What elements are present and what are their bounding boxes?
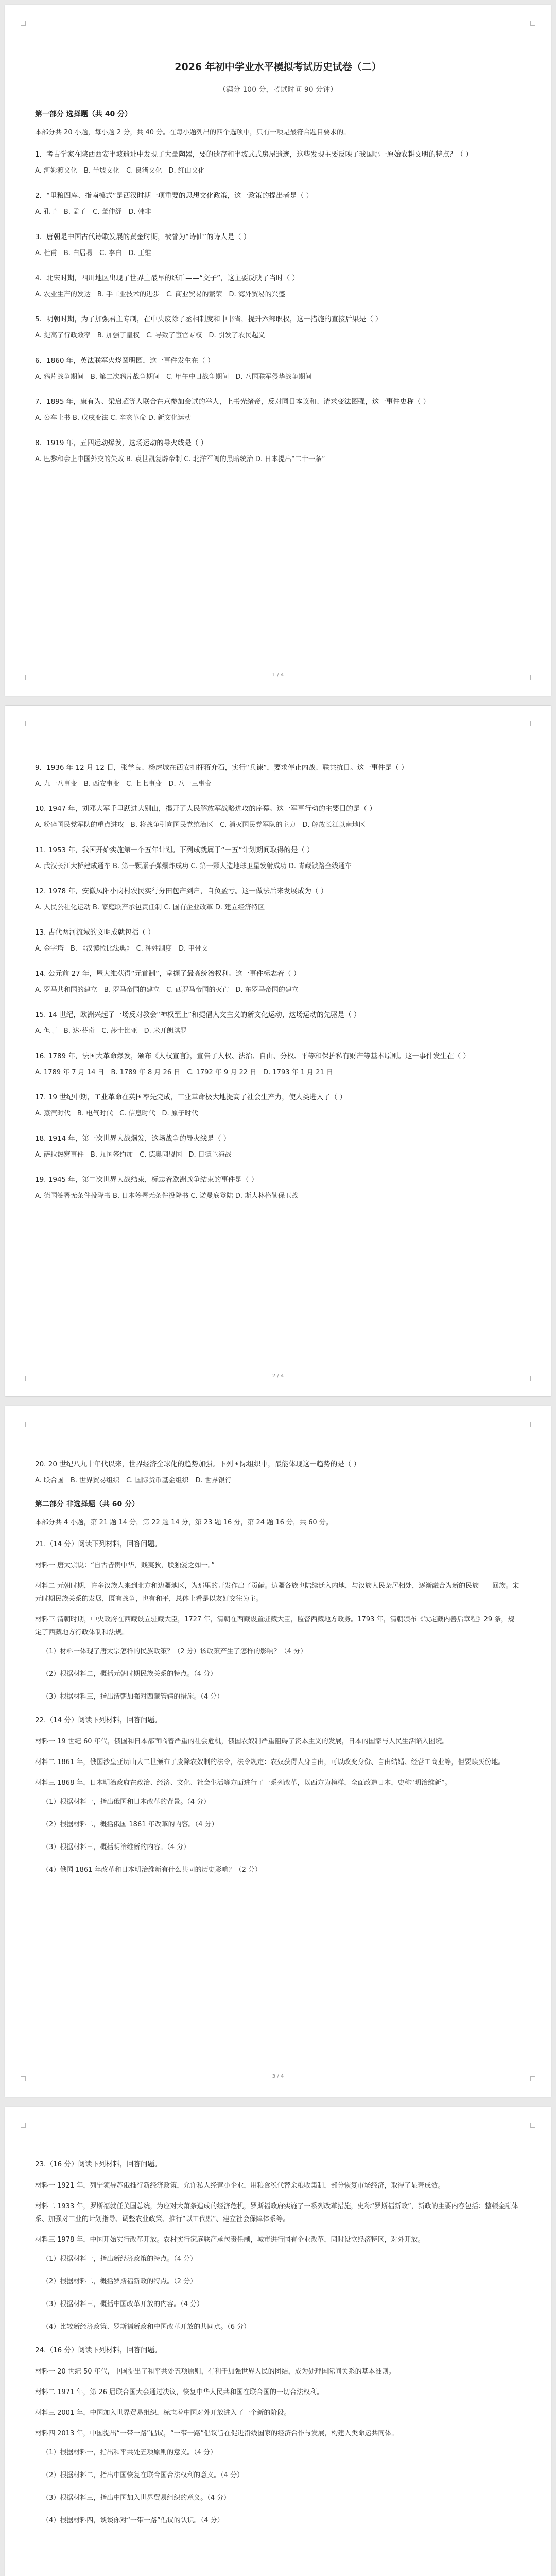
material-text: 材料四 2013 年，中国提出“一带一路”倡议，“一带一路”倡议旨在促进沿线国家的经济合作与发展，构建人类命运共同体。 xyxy=(35,2430,398,2437)
sub-question: （1）根据材料一，指出新经济政策的特点。（4 分） xyxy=(42,2255,197,2263)
question-16: 16. 1789 年，法国大革命爆发，颁布《人权宣言》，宣告了人权、法治、自由、分权、平等和保护私有财产等基本原则。这一事件发生在（ ） xyxy=(35,1052,470,1060)
question-11: 11. 1953 年，我国开始实施第一个五年计划。下列成就属于“一五”计划期间取得的是（ ） xyxy=(35,846,314,854)
crop-mark xyxy=(21,1422,26,1427)
material-text: 材料三 1868 年，日本明治政府在政治、经济、文化、社会生活等方面进行了一系列改革，以西方为榜样，全面改造日本，史称“明治维新”。 xyxy=(35,1779,451,1787)
sub-question: （3）根据材料三，概括明治维新的内容。（4 分） xyxy=(42,1843,190,1851)
question-19: 19. 1945 年，第二次世界大战结束，标志着欧洲战争结束的事件是（ ） xyxy=(35,1176,258,1184)
question-14: 14. 公元前 27 年，屋大维获得“元首制”，掌握了最高统治权利。这一事件标志着（ ） xyxy=(35,970,301,978)
question-22: 22.（14 分）阅读下列材料，回答问题。 xyxy=(35,1716,162,1724)
question-17: 17. 19 世纪中期，工业革命在英国率先完成，工业革命极大地提高了社会生产力，使人类进入了（ ） xyxy=(35,1093,347,1101)
material-text: 材料二 1861 年，俄国沙皇亚历山大二世颁布了废除农奴制的法令，法令规定：农奴获得人身自由，可以改变身份、自由结婚、经营工商业等，但要赎买份地。 xyxy=(35,1758,505,1766)
question-9: 9．1936 年 12 月 12 日，张学良、杨虎城在西安扣押蒋介石，实行“兵谏”，要求停止内战、联共抗日。这一事件是（ ） xyxy=(35,764,408,772)
material-text: 材料三 2001 年，中国加入世界贸易组织，标志着中国对外开放进入了一个新的阶段。 xyxy=(35,2409,291,2417)
question-4: 4．北宋时期，四川地区出现了世界上最早的纸币——“交子”，这主要反映了当时（ ） xyxy=(35,274,299,282)
material-text: 材料一 唐太宗说：“自古皆贵中华，贱夷狄，朕独爱之如一。” xyxy=(35,1562,215,1569)
question-8: 8．1919 年，五四运动爆发，这场运动的导火线是（ ） xyxy=(35,439,208,447)
exam-meta: （满分 100 分，考试时间 90 分钟） xyxy=(218,86,338,94)
sub-question: （4）比较新经济政策、罗斯福新政和中国改革开放的共同点。（6 分） xyxy=(42,2323,251,2331)
crop-mark xyxy=(530,721,535,726)
material-text: 材料一 19 世纪 60 年代，俄国和日本都面临着严重的社会危机，俄国农奴制严重阻碍了资本主义的发展，日本的国家与人民生活陷入困境。 xyxy=(35,1738,449,1745)
question-13: 13. 古代两河流域的文明成就包括（ ） xyxy=(35,928,155,937)
question-4-options: A. 农业生产的发达 B. 手工业技术的进步 C. 商业贸易的繁荣 D. 海外贸易的兴盛 xyxy=(35,291,285,298)
question-15-options: A. 但丁 B. 达·芬奇 C. 莎士比亚 D. 米开朗琪罗 xyxy=(35,1027,187,1035)
material-text: 材料二 1933 年，罗斯福就任美国总统，为应对大萧条造成的经济危机，罗斯福政府实施了一系列改革措施，史称“罗斯福新政”，新政的主要内容包括：整顿金融体系、加强对工业的计划指导、调整农业政策、推行“以工代赈”、建立社会保障体系等。 xyxy=(35,2202,518,2223)
material-text: 材料三 清朝时期，中央政府在西藏设立驻藏大臣，1727 年，清朝在西藏设置驻藏大臣，监督西藏地方政务。1793 年，清朝颁布《钦定藏内善后章程》29 条，规定了西藏地方行政体制和法规。 xyxy=(35,1616,515,1636)
question-20-options: A. 联合国 B. 世界贸易组织 C. 国际货币基金组织 D. 世界银行 xyxy=(35,1477,232,1484)
question-3-options: A. 杜甫 B. 白居易 C. 李白 D. 王维 xyxy=(35,249,151,257)
crop-mark xyxy=(530,2123,535,2128)
question-23: 23.（16 分）阅读下列材料，回答问题。 xyxy=(35,2160,162,2168)
page-number: 1 / 4 xyxy=(272,672,284,678)
question-16-options: A. 1789 年 7 月 14 日 B. 1789 年 8 月 26 日 C. 1792 年 9 月 22 日 D. 1793 年 1 月 21 日 xyxy=(35,1069,333,1076)
material-text: 材料二 元朝时期，许多汉族人来到北方和边疆地区，为那里的开发作出了贡献。边疆各族也陆续迁入内地，与汉族人民杂居相处，逐渐融合为新的民族——回族。宋元时期民族关系的发展，既有战争，也有和平，总体上看是以友好交往为主。 xyxy=(35,1582,519,1603)
question-18: 18. 1914 年，第一次世界大战爆发，这场战争的导火线是（ ） xyxy=(35,1134,231,1143)
sub-question: （3）根据材料三，概括中国改革开放的内容。（4 分） xyxy=(42,2300,204,2308)
sub-question: （2）根据材料二，概括俄国 1861 年改革的内容。（4 分） xyxy=(42,1821,218,1828)
material-text: 材料三 1978 年，中国开始实行改革开放。农村实行家庭联产承包责任制，城市进行国有企业改革，同时设立经济特区，对外开放。 xyxy=(35,2236,425,2244)
sub-question: （1）材料一体现了唐太宗怎样的民族政策？（2 分）该政策产生了怎样的影响？（4 分） xyxy=(42,1648,307,1655)
crop-mark xyxy=(530,21,535,26)
question-6-options: A. 鸦片战争期间 B. 第二次鸦片战争期间 C. 甲午中日战争期间 D. 八国联军侵华战争期间 xyxy=(35,373,312,381)
question-1-options: A. 河姆渡文化 B. 半坡文化 C. 良渚文化 D. 红山文化 xyxy=(35,167,205,175)
question-12-options: A. 人民公社化运动 B. 家庭联产承包责任制 C. 国有企业改革 D. 建立经济特区 xyxy=(35,904,265,911)
crop-mark xyxy=(21,2123,26,2128)
question-17-options: A. 蒸汽时代 B. 电气时代 C. 信息时代 D. 原子时代 xyxy=(35,1110,198,1117)
question-9-options: A. 九一八事变 B. 西安事变 C. 七七事变 D. 八一三事变 xyxy=(35,780,212,788)
question-2-options: A. 孔子 B. 孟子 C. 董仲舒 D. 韩非 xyxy=(35,208,151,216)
question-10-options: A. 粉碎国民党军队的重点进攻 B. 将战争引向国民党统治区 C. 消灭国民党军队的主力 D. 解放长江以南地区 xyxy=(35,821,366,829)
exam-page-3 xyxy=(5,1406,551,2097)
sub-question: （4）俄国 1861 年改革和日本明治维新有什么共同的历史影响？（2 分） xyxy=(42,1866,262,1874)
sub-question: （2）根据材料二，概括元朝时期民族关系的特点。（4 分） xyxy=(42,1670,217,1678)
material-text: 材料一 20 世纪 50 年代，中国提出了和平共处五项原则，有利于加强世界人民的团结，成为处理国际间关系的基本准则。 xyxy=(35,2368,395,2376)
exam-page-4 xyxy=(5,2107,551,2576)
section-heading: 第二部分 非选择题（共 60 分） xyxy=(35,1500,140,1509)
exam-page-1 xyxy=(5,5,551,696)
sub-question: （1）根据材料一，指出俄国和日本改革的背景。（4 分） xyxy=(42,1798,211,1806)
question-12: 12. 1978 年，安徽凤阳小岗村农民实行分田包产到户，自负盈亏。这一做法后来发展成为（ ） xyxy=(35,887,328,895)
sub-question: （4）根据材料四，谈谈你对“一带一路”倡议的认识。（4 分） xyxy=(42,2517,224,2524)
question-2: 2．“里粮四库、指南模式”是西汉时期一项重要的思想文化政策，这一政策的提出者是（ ） xyxy=(35,192,313,200)
material-text: 材料二 1971 年，第 26 届联合国大会通过决议，恢复中华人民共和国在联合国的一切合法权利。 xyxy=(35,2388,324,2396)
question-19-options: A. 德国签署无条件投降书 B. 日本签署无条件投降书 C. 诺曼底登陆 D. 斯大林格勒保卫战 xyxy=(35,1192,299,1200)
page-number: 2 / 4 xyxy=(272,1373,284,1379)
section-instructions: 本部分共 20 小题，每小题 2 分，共 40 分。在每小题列出的四个选项中，只有一项是最符合题目要求的。 xyxy=(35,129,351,137)
material-text: 材料一 1921 年，列宁领导苏俄推行新经济政策，允许私人经营小企业，用粮食税代替余粮收集制，部分恢复市场经济，取得了显著成效。 xyxy=(35,2182,445,2190)
question-1: 1．考古学家在陕西西安半坡遗址中发现了大量陶器，要的遗存和半坡式式房屋遗迹，这些发现主要反映了我国哪一原始农耕文明的特点？（ ） xyxy=(35,150,473,159)
question-13-options: A. 金字塔 B. 《汉谟拉比法典》 C. 种姓制度 D. 甲骨文 xyxy=(35,945,208,953)
question-24: 24.（16 分）阅读下列材料，回答问题。 xyxy=(35,2346,162,2354)
question-7: 7．1895 年，康有为、梁启超等人联合在京参加会试的举人，上书光绪帝，反对同日本议和、请求变法图强，这一事件史称（ ） xyxy=(35,398,430,406)
exam-title: 2026 年初中学业水平模拟考试历史试卷（二） xyxy=(175,61,381,73)
question-3: 3．唐朝是中国古代诗歌发展的黄金时期，被誉为“诗仙”的诗人是（ ） xyxy=(35,233,251,241)
question-6: 6．1860 年，英法联军火烧圆明园，这一事件发生在（ ） xyxy=(35,357,215,365)
question-11-options: A. 武汉长江大桥建成通车 B. 第一颗原子弹爆炸成功 C. 第一颗人造地球卫星发射成功 D. 青藏铁路全线通车 xyxy=(35,862,352,870)
question-14-options: A. 罗马共和国的建立 B. 罗马帝国的建立 C. 西罗马帝国的灭亡 D. 东罗马帝国的建立 xyxy=(35,986,299,994)
page-number: 3 / 4 xyxy=(272,2074,284,2079)
question-21: 21.（14 分）阅读下列材料，回答问题。 xyxy=(35,1540,162,1548)
sub-question: （3）根据材料三，指出中国加入世界贸易组织的意义。（4 分） xyxy=(42,2494,231,2502)
question-10: 10. 1947 年，刘邓大军千里跃进大别山，揭开了人民解放军战略进攻的序幕。这一军事行动的主要目的是（ ） xyxy=(35,805,376,813)
section-instructions: 本部分共 4 小题，第 21 题 14 分，第 22 题 14 分，第 23 题 16 分，第 24 题 16 分，共 60 分。 xyxy=(35,1519,333,1527)
sub-question: （1）根据材料一，指出和平共处五项原则的意义。（4 分） xyxy=(42,2449,217,2456)
sub-question: （2）根据材料二，指出中国恢复在联合国合法权利的意义。（4 分） xyxy=(42,2471,244,2479)
question-18-options: A. 萨拉热窝事件 B. 九国签约加 C. 德奥同盟国 D. 日德兰海战 xyxy=(35,1151,232,1159)
question-15: 15. 14 世纪，欧洲兴起了一场反对教会“神权至上”和提倡人文主义的新文化运动，这场运动的先驱是（ ） xyxy=(35,1011,361,1019)
exam-page-2 xyxy=(5,706,551,1396)
crop-mark xyxy=(530,1422,535,1427)
sub-question: （2）根据材料二，概括罗斯福新政的特点。（2 分） xyxy=(42,2278,197,2285)
section-heading: 第一部分 选择题（共 40 分） xyxy=(35,110,132,118)
question-8-options: A. 巴黎和会上中国外交的失败 B. 袁世凯复辟帝制 C. 北洋军阀的黑暗统治 D. 日本提出“二十一条” xyxy=(35,455,325,463)
question-20: 20. 20 世纪八九十年代以来，世界经济全球化的趋势加强。下列国际组织中，最能体现这一趋势的是（ ） xyxy=(35,1460,361,1468)
question-7-options: A. 公车上书 B. 戊戌变法 C. 辛亥革命 D. 新文化运动 xyxy=(35,414,192,422)
question-5: 5．明朝时期，为了加强君主专制，在中央废除了丞相制度和中书省，提升六部职权，这一措施的直接后果是（ ） xyxy=(35,315,383,324)
crop-mark xyxy=(21,721,26,726)
question-5-options: A. 提高了行政效率 B. 加强了皇权 C. 导致了宦官专权 D. 引发了农民起义 xyxy=(35,332,265,340)
sub-question: （3）根据材料三，指出清朝加强对西藏管辖的措施。（4 分） xyxy=(42,1693,224,1701)
crop-mark xyxy=(21,21,26,26)
